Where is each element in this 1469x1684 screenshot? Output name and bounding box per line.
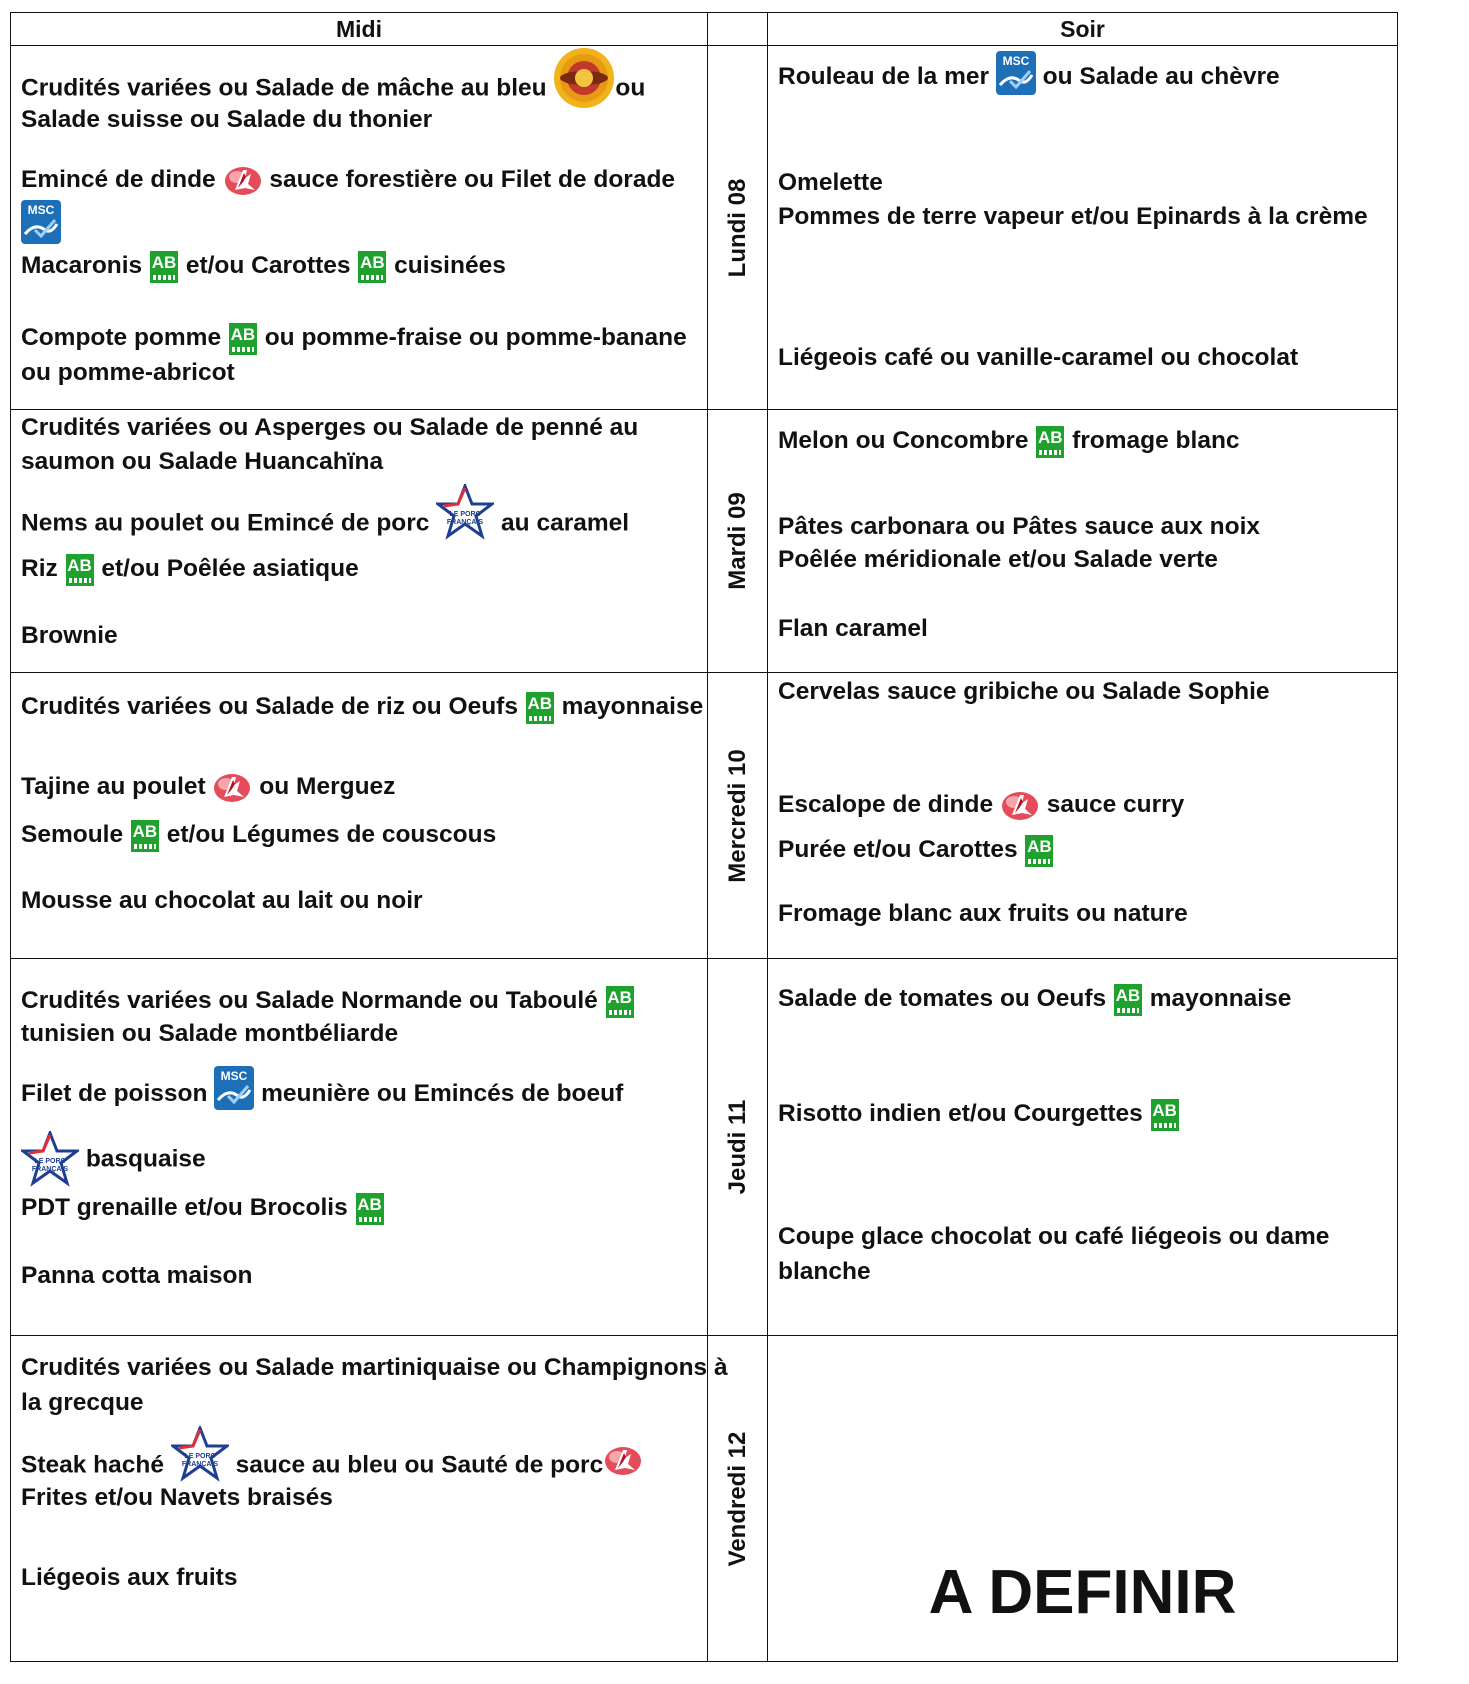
menu-line: Frites et/ou Navets braisés [21, 1484, 333, 1511]
day-row-mardi [11, 410, 1398, 673]
porc-francais-icon [171, 1426, 229, 1484]
menu-line: Salade de tomates ou Oeufs AB mayonnaise [778, 982, 1387, 1017]
menu-line: la grecque [21, 1389, 144, 1416]
ab-organic-icon: AB [65, 553, 95, 587]
menu-line: Rouleau de la mer ou Salade au chèvre [778, 60, 1387, 95]
menu-line: Coupe glace chocolat ou café liégeois ou dame [778, 1223, 1330, 1250]
menu-line: Steak haché sauce au bleu ou Sauté de porc [21, 1448, 697, 1484]
menu-line: blanche [778, 1258, 871, 1285]
label-rouge-icon [1000, 789, 1040, 823]
menu-line: Risotto indien et/ou Courgettes AB [778, 1097, 1387, 1132]
menu-line: Crudités variées ou Salade Normande ou Taboulé AB [21, 984, 697, 1019]
day-row-jeudi [11, 959, 1398, 1336]
menu-line: Cervelas sauce gribiche ou Salade Sophie [778, 678, 1270, 705]
lunch-cell-mercredi [11, 673, 708, 959]
lunch-cell-mardi [11, 410, 708, 673]
ab-organic-icon: AB [228, 322, 258, 356]
menu-line: Poêlée méridionale et/ou Salade verte [778, 546, 1218, 573]
menu-line: Semoule AB et/ou Légumes de couscous [21, 818, 697, 853]
header-spacer [708, 13, 768, 46]
menu-line: tunisien ou Salade montbéliarde [21, 1020, 399, 1047]
menu-line: Crudités variées ou Salade de riz ou Oeufs AB mayonnaise [21, 690, 697, 725]
dinner-cell-mardi [768, 410, 1398, 673]
menu-line: Mousse au chocolat au lait ou noir [21, 887, 423, 914]
menu-line: Macaronis AB et/ou Carottes AB cuisinées [21, 249, 697, 284]
menu-line: saumon ou Salade Huancahïna [21, 448, 384, 475]
menu-line: Panna cotta maison [21, 1262, 253, 1289]
ab-organic-icon: AB [149, 250, 179, 284]
menu-line: Filet de poisson meunière ou Emincés de boeuf [21, 1077, 697, 1110]
menu-line: ou pomme-abricot [21, 359, 235, 386]
ab-organic-icon: AB [525, 691, 555, 725]
header-lunch: Midi [11, 13, 708, 46]
msc-label-icon [214, 1066, 254, 1110]
to-be-defined-label: A DEFINIR [928, 1558, 1237, 1627]
day-label-vendredi: Vendredi 12 [708, 1336, 768, 1662]
menu-line: Brownie [21, 622, 118, 649]
menu-line: Purée et/ou Carottes AB [778, 833, 1387, 868]
menu-line: Riz AB et/ou Poêlée asiatique [21, 552, 697, 587]
dinner-cell-mercredi [768, 673, 1398, 959]
label-rouge-icon [223, 164, 263, 198]
day-row-lundi [11, 46, 1398, 410]
ab-organic-icon: AB [130, 819, 160, 853]
porc-francais-icon [436, 484, 494, 542]
menu-line: Nems au poulet ou Emincé de porc au caramel [21, 506, 697, 542]
menu-line: Liégeois aux fruits [21, 1564, 238, 1591]
ab-organic-icon: AB [357, 250, 387, 284]
menu-table [10, 12, 1398, 1662]
day-row-vendredi [11, 1336, 1398, 1662]
menu-line: Compote pomme AB ou pomme-fraise ou pomme-banane [21, 321, 697, 356]
menu-line: Tajine au poulet ou Merguez [21, 770, 697, 805]
menu-line: Flan caramel [778, 615, 928, 642]
header-row [11, 13, 1398, 46]
dinner-cell-vendredi [768, 1336, 1398, 1662]
ab-organic-icon: AB [1035, 425, 1065, 459]
ab-organic-icon: AB [1113, 983, 1143, 1017]
label-rouge-icon [212, 771, 252, 805]
ab-organic-icon: AB [355, 1192, 385, 1226]
day-label-mercredi: Mercredi 10 [708, 673, 768, 959]
day-label-mardi: Mardi 09 [708, 410, 768, 673]
aoc-label-icon [553, 47, 615, 109]
menu-line: Emincé de dinde sauce forestière ou Filet de dorade [21, 163, 697, 198]
msc-label-icon [996, 51, 1036, 95]
menu-line: Salade suisse ou Salade du thonier [21, 106, 433, 133]
day-label-jeudi: Jeudi 11 [708, 959, 768, 1336]
menu-line: Liégeois café ou vanille-caramel ou chocolat [778, 344, 1299, 371]
header-dinner: Soir [768, 13, 1398, 46]
porc-francais-icon [21, 1131, 79, 1189]
menu-line: Crudités variées ou Salade de mâche au bleu ou [21, 69, 697, 109]
menu-line: Pommes de terre vapeur et/ou Epinards à la crème [778, 203, 1368, 230]
menu-line: Crudités variées ou Salade martiniquaise ou Champignons à [21, 1354, 728, 1381]
menu-line: Pâtes carbonara ou Pâtes sauce aux noix [778, 513, 1261, 540]
dinner-cell-jeudi [768, 959, 1398, 1336]
menu-line: PDT grenaille et/ou Brocolis AB [21, 1191, 697, 1226]
lunch-cell-jeudi [11, 959, 708, 1336]
msc-label-icon [21, 200, 61, 244]
day-label-lundi: Lundi 08 [708, 46, 768, 410]
menu-line: Fromage blanc aux fruits ou nature [778, 900, 1188, 927]
menu-line: Omelette [778, 169, 883, 196]
menu-line [21, 200, 697, 244]
ab-organic-icon: AB [1024, 834, 1054, 868]
ab-organic-icon: AB [1150, 1098, 1180, 1132]
ab-organic-icon: AB [605, 985, 635, 1019]
label-rouge-icon [603, 1444, 643, 1478]
menu-line: Melon ou Concombre AB fromage blanc [778, 424, 1387, 459]
menu-line: Escalope de dinde sauce curry [778, 788, 1387, 823]
lunch-cell-vendredi [11, 1336, 728, 1662]
menu-line: Crudités variées ou Asperges ou Salade de penné au [21, 414, 639, 441]
dinner-cell-lundi [768, 46, 1398, 410]
lunch-cell-lundi [11, 46, 708, 410]
menu-line: basquaise [21, 1131, 697, 1189]
day-row-mercredi [11, 673, 1398, 959]
